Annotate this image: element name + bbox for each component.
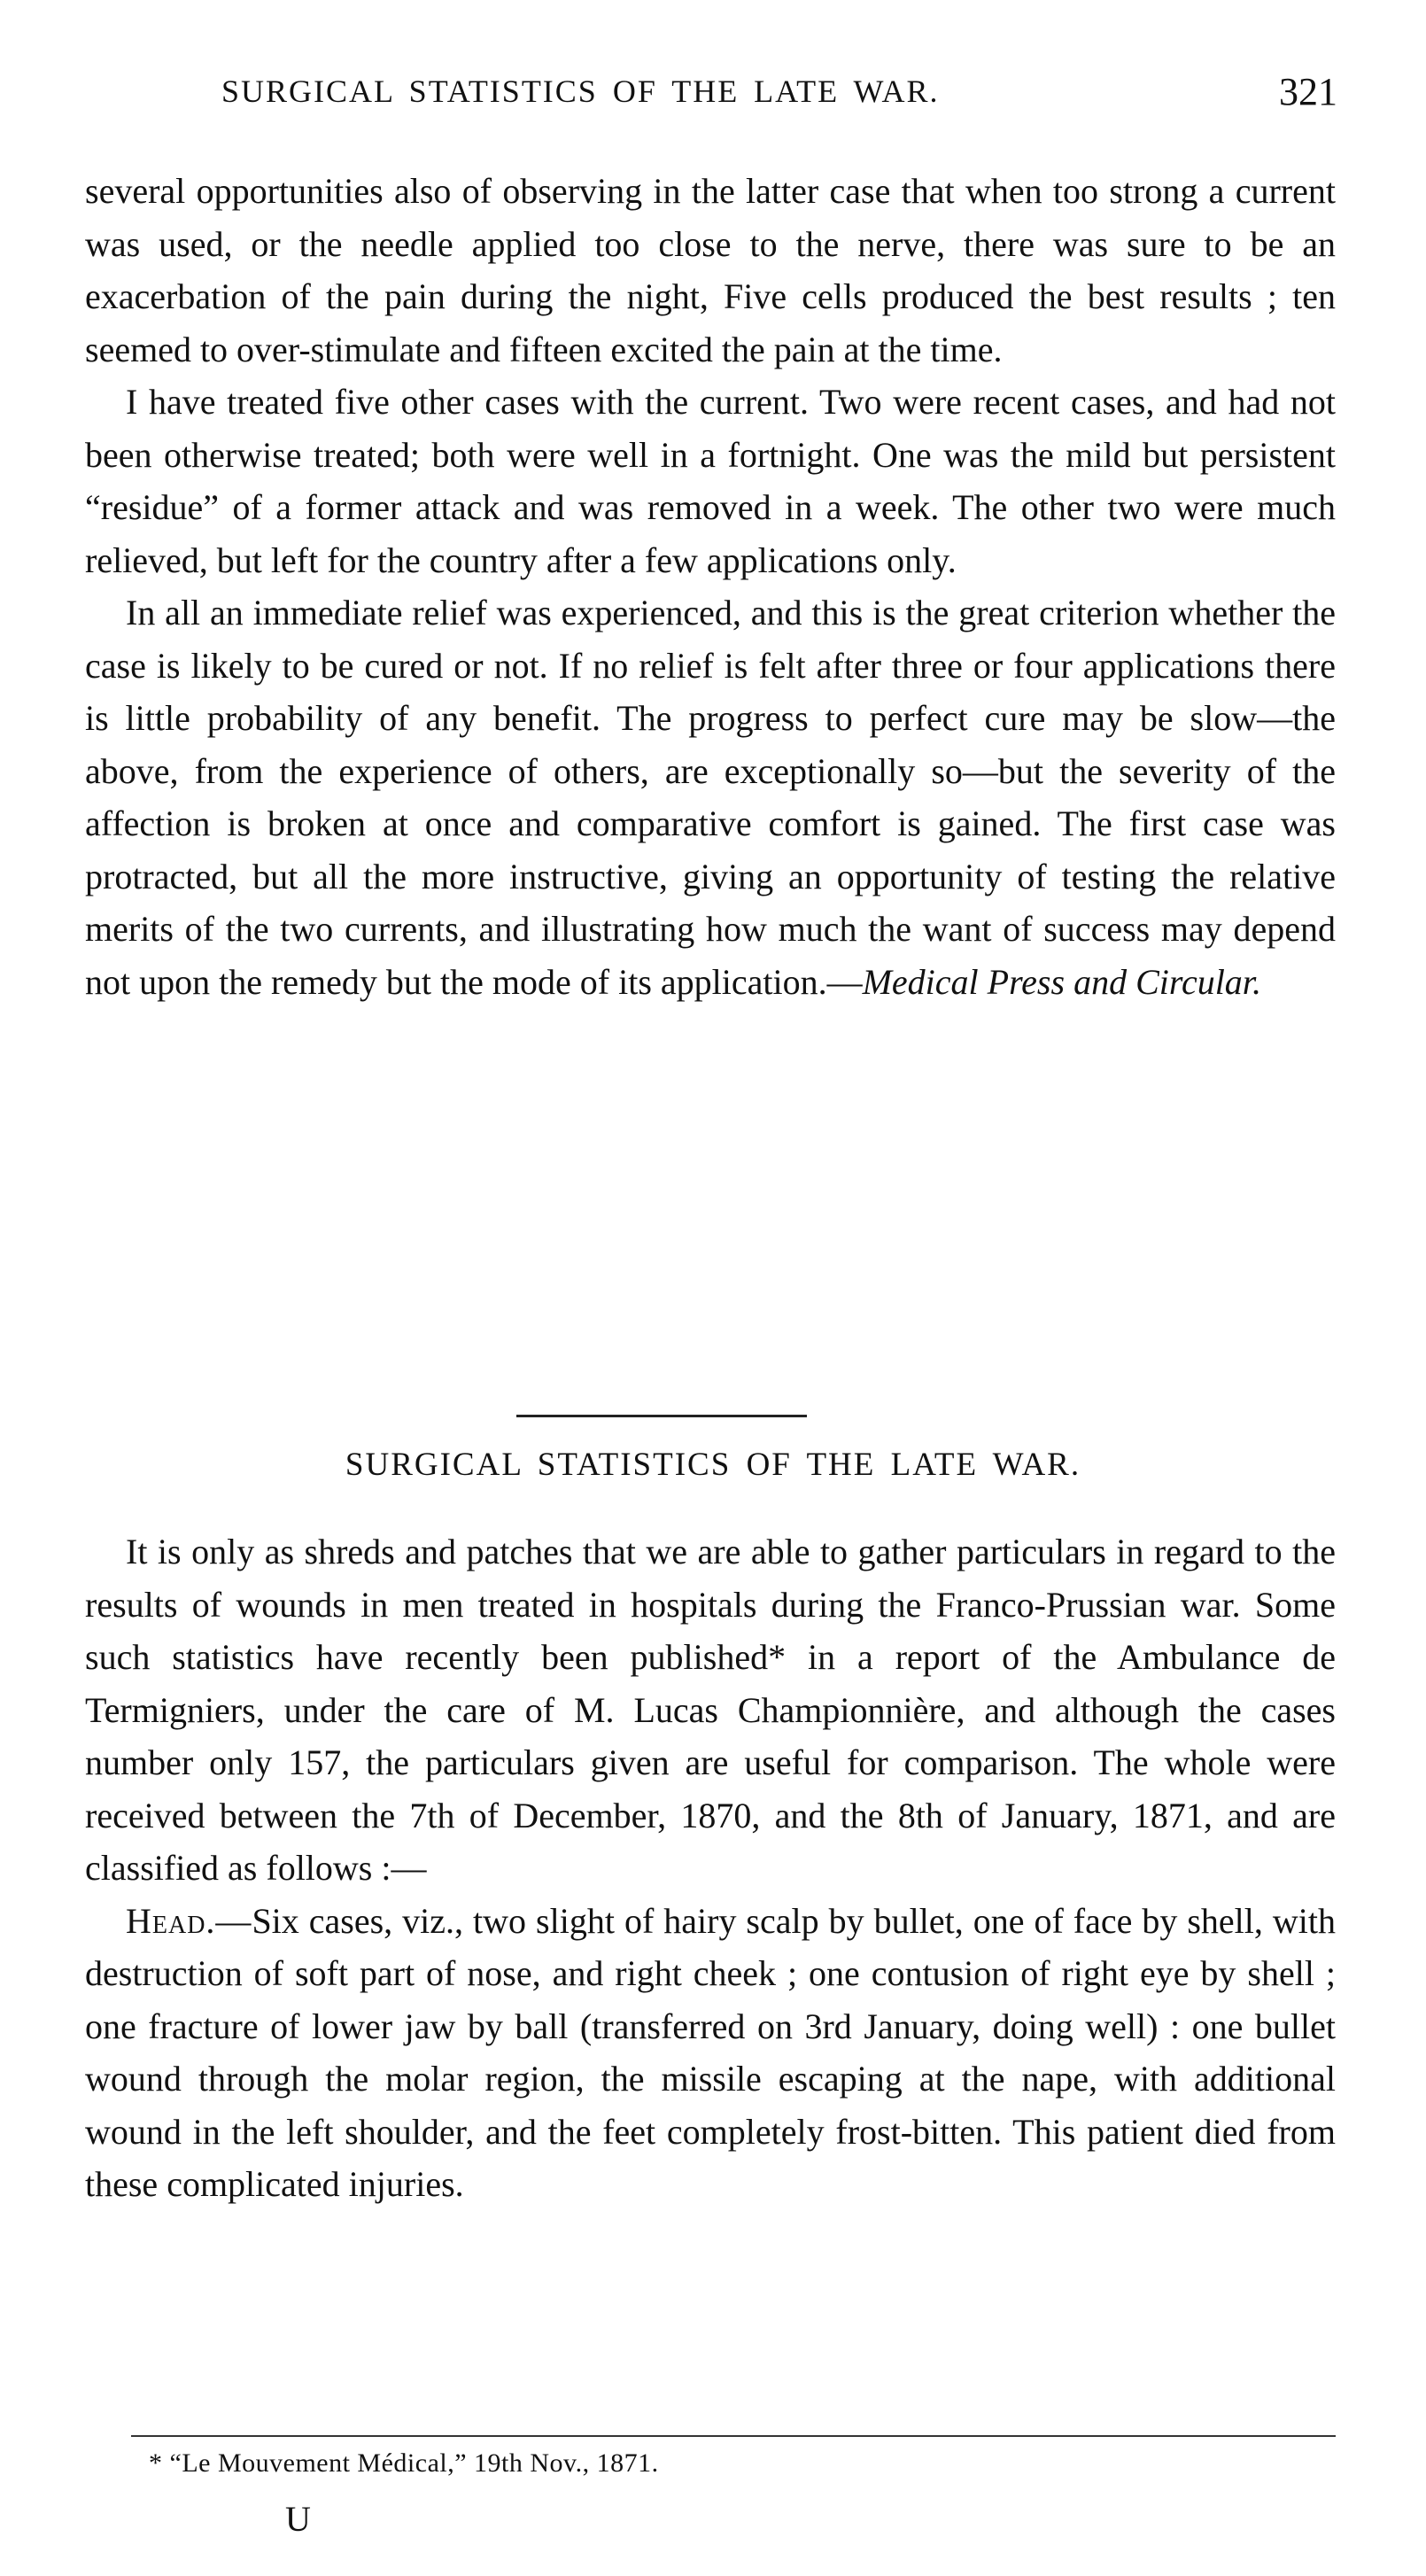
head-paragraph-text: Six cases, viz., two slight of hairy scalp by bullet, one of face by shell, with destruction of soft part of nose, and right cheek ; one contusion of right eye by shell ; one fracture of lower jaw by ball (transferred on 3rd January, doing well) : one bullet wound through the molar region, the missile escaping at the nape, with additional wound in the left shoulder, and the feet completely frost-bitten. This patient died from these complicated injuries. xyxy=(85,1900,1336,2204)
intro-paragraph: It is only as shreds and patches that we are able to gather particulars in regard to the results of wounds in men treated in hospitals during the Franco-Prussian war. Some such statistics have recently been published* in a report of the Ambulance de Termigniers, under the care of M. Lucas Championnière, and although the cases number only 157, the particulars given are useful for comparison. The whole were received between the 7th of December, 1870, and the 8th of January, 1871, and are classified as follows :— xyxy=(85,1532,1336,1888)
running-title: SURGICAL STATISTICS OF THE LATE WAR. xyxy=(221,74,940,109)
article-body xyxy=(85,1525,1336,2211)
paragraph-3-text: In all an immediate relief was experienced, and this is the great criterion whether the case is likely to be cured or not. If no relief is felt after three or four applications there is little probability of any benefit. The progress to perfect cure may be slow—the above, from the experience of others, are exceptionally so—but the severity of the affection is broken at once and comparative comfort is gained. The first case was protracted, but all the more instructive, giving an opportunity of testing the relative merits of the two currents, and illustrating how much the want of success may depend not upon the remedy but the mode of its application.— xyxy=(85,593,1336,1002)
source-citation: Medical Press and Circular. xyxy=(862,961,1261,1002)
head-paragraph xyxy=(85,1895,1336,2211)
signature-mark: U xyxy=(285,2499,311,2539)
paragraph-3 xyxy=(85,586,1336,1008)
paragraph-2: I have treated five other cases with the current. Two were recent cases, and had not been otherwise treated; both were well in a fortnight. One was the mild but persistent “residue” of a former attack and was removed in a week. The other two were much relieved, but left for the country after a few applications only. xyxy=(85,382,1336,580)
head-label: Head.— xyxy=(126,1900,252,1941)
page-number: 321 xyxy=(1279,70,1337,113)
footnote-rule xyxy=(131,2435,1336,2437)
running-head xyxy=(221,69,1373,122)
paragraph-1: several opportunities also of observing in the latter case that when too strong a current was used, or the needle applied too close to the nerve, there was sure to be an exacerbation of the pain during the night, Five cells produced the best results ; ten seemed to over-stimulate and fifteen excited the pain at the time. xyxy=(85,171,1336,369)
section-heading: SURGICAL STATISTICS OF THE LATE WAR. xyxy=(345,1447,1081,1483)
section-divider xyxy=(516,1415,807,1417)
article-continuation xyxy=(85,165,1336,1008)
footnote: * “Le Mouvement Médical,” 19th Nov., 1871. xyxy=(149,2448,659,2478)
